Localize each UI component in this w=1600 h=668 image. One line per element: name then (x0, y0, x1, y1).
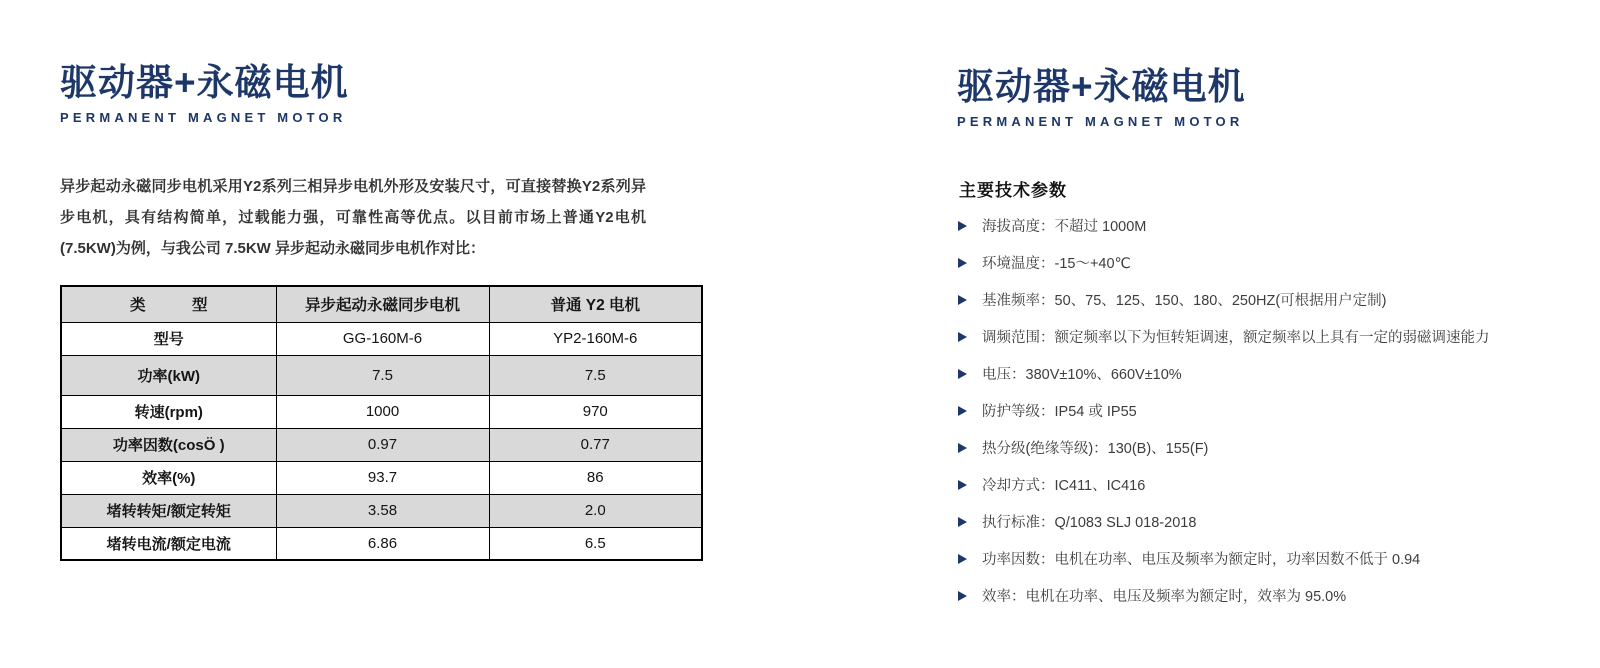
spec-item (958, 219, 1588, 235)
table-cell: 93.7 (276, 461, 489, 494)
bullet-triangle-icon (958, 258, 967, 268)
specs-section-heading: 主要技术参数 (959, 181, 1067, 200)
bullet-triangle-icon (958, 295, 967, 305)
table-cell: 6.86 (276, 527, 489, 560)
spec-item-text: 执行标准：Q/1083 SLJ 018-2018 (982, 515, 1197, 531)
spec-item-text: 防护等级：IP54 或 IP55 (982, 404, 1137, 420)
table-row-label: 功率因数(cosÖ ) (61, 428, 276, 461)
spec-item (958, 441, 1588, 457)
spec-item (958, 330, 1588, 346)
table-cell: 6.5 (489, 527, 702, 560)
bullet-triangle-icon (958, 554, 967, 564)
comparison-table-wrap (60, 285, 703, 561)
table-header-cell: 普通 Y2 电机 (489, 286, 702, 322)
table-cell: 3.58 (276, 494, 489, 527)
spec-item (958, 367, 1588, 383)
table-cell: 0.97 (276, 428, 489, 461)
table-cell: 1000 (276, 395, 489, 428)
spec-item (958, 293, 1588, 309)
spec-item-text: 环境温度：-15～+40℃ (982, 256, 1131, 272)
comparison-table (60, 285, 703, 561)
spec-item-text: 冷却方式：IC411、IC416 (982, 478, 1146, 494)
table-row (61, 494, 702, 527)
table-cell: 970 (489, 395, 702, 428)
table-header-cell: 异步起动永磁同步电机 (276, 286, 489, 322)
specs-list (958, 219, 1588, 626)
bullet-triangle-icon (958, 332, 967, 342)
table-cell: 0.77 (489, 428, 702, 461)
intro-paragraph: 异步起动永磁同步电机采用Y2系列三相异步电机外形及安装尺寸，可直接替换Y2系列异步电机，具有结构简单，过载能力强，可靠性高等优点。以目前市场上普通Y2电机(7.5KW)为例，与我公司 7.5KW 异步起动永磁同步电机作对比： (60, 178, 646, 257)
right-page-title: 驱动器+永磁电机 (957, 66, 1246, 107)
spec-item (958, 256, 1588, 272)
table-cell: 2.0 (489, 494, 702, 527)
table-row (61, 395, 702, 428)
table-header-cell: 类 型 (61, 286, 276, 322)
spec-item (958, 589, 1588, 605)
table-cell: 86 (489, 461, 702, 494)
table-row-label: 型号 (61, 322, 276, 355)
right-title-block (957, 68, 1246, 129)
table-row (61, 428, 702, 461)
table-row (61, 355, 702, 395)
table-row-label: 堵转电流/额定电流 (61, 527, 276, 560)
table-row-label: 堵转转矩/额定转矩 (61, 494, 276, 527)
bullet-triangle-icon (958, 517, 967, 527)
bullet-triangle-icon (958, 406, 967, 416)
table-cell: GG-160M-6 (276, 322, 489, 355)
spec-item-text: 效率：电机在功率、电压及频率为额定时，效率为 95.0% (982, 589, 1347, 605)
left-title-block (60, 64, 349, 125)
spec-item-text: 功率因数：电机在功率、电压及频率为额定时，功率因数不低于 0.94 (982, 552, 1421, 568)
bullet-triangle-icon (958, 591, 967, 601)
left-page-title: 驱动器+永磁电机 (60, 62, 349, 103)
bullet-triangle-icon (958, 221, 967, 231)
spec-item (958, 404, 1588, 420)
spec-item (958, 478, 1588, 494)
table-row (61, 322, 702, 355)
comparison-table-body (61, 322, 702, 560)
spec-item-text: 电压：380V±10%、660V±10% (982, 367, 1182, 383)
table-row-label: 效率(%) (61, 461, 276, 494)
left-page-subtitle: PERMANENT MAGNET MOTOR (60, 109, 347, 125)
table-cell: 7.5 (276, 355, 489, 395)
table-row (61, 461, 702, 494)
bullet-triangle-icon (958, 369, 967, 379)
bullet-triangle-icon (958, 443, 967, 453)
table-cell: YP2-160M-6 (489, 322, 702, 355)
table-row-label: 转速(rpm) (61, 395, 276, 428)
table-header-row (61, 286, 702, 322)
spec-item (958, 552, 1588, 568)
right-page-subtitle: PERMANENT MAGNET MOTOR (957, 113, 1244, 129)
table-cell: 7.5 (489, 355, 702, 395)
comparison-table-head (61, 286, 702, 322)
table-row (61, 527, 702, 560)
spec-item (958, 515, 1588, 531)
spec-item-text: 基准频率：50、75、125、150、180、250HZ(可根据用户定制) (982, 293, 1387, 309)
bullet-triangle-icon (958, 480, 967, 490)
spec-item-text: 海拔高度：不超过 1000M (982, 219, 1147, 235)
spec-item-text: 热分级(绝缘等级)：130(B)、155(F) (982, 441, 1209, 457)
table-row-label: 功率(kW) (61, 355, 276, 395)
spec-item-text: 调频范围：额定频率以下为恒转矩调速，额定频率以上具有一定的弱磁调速能力 (982, 330, 1490, 346)
